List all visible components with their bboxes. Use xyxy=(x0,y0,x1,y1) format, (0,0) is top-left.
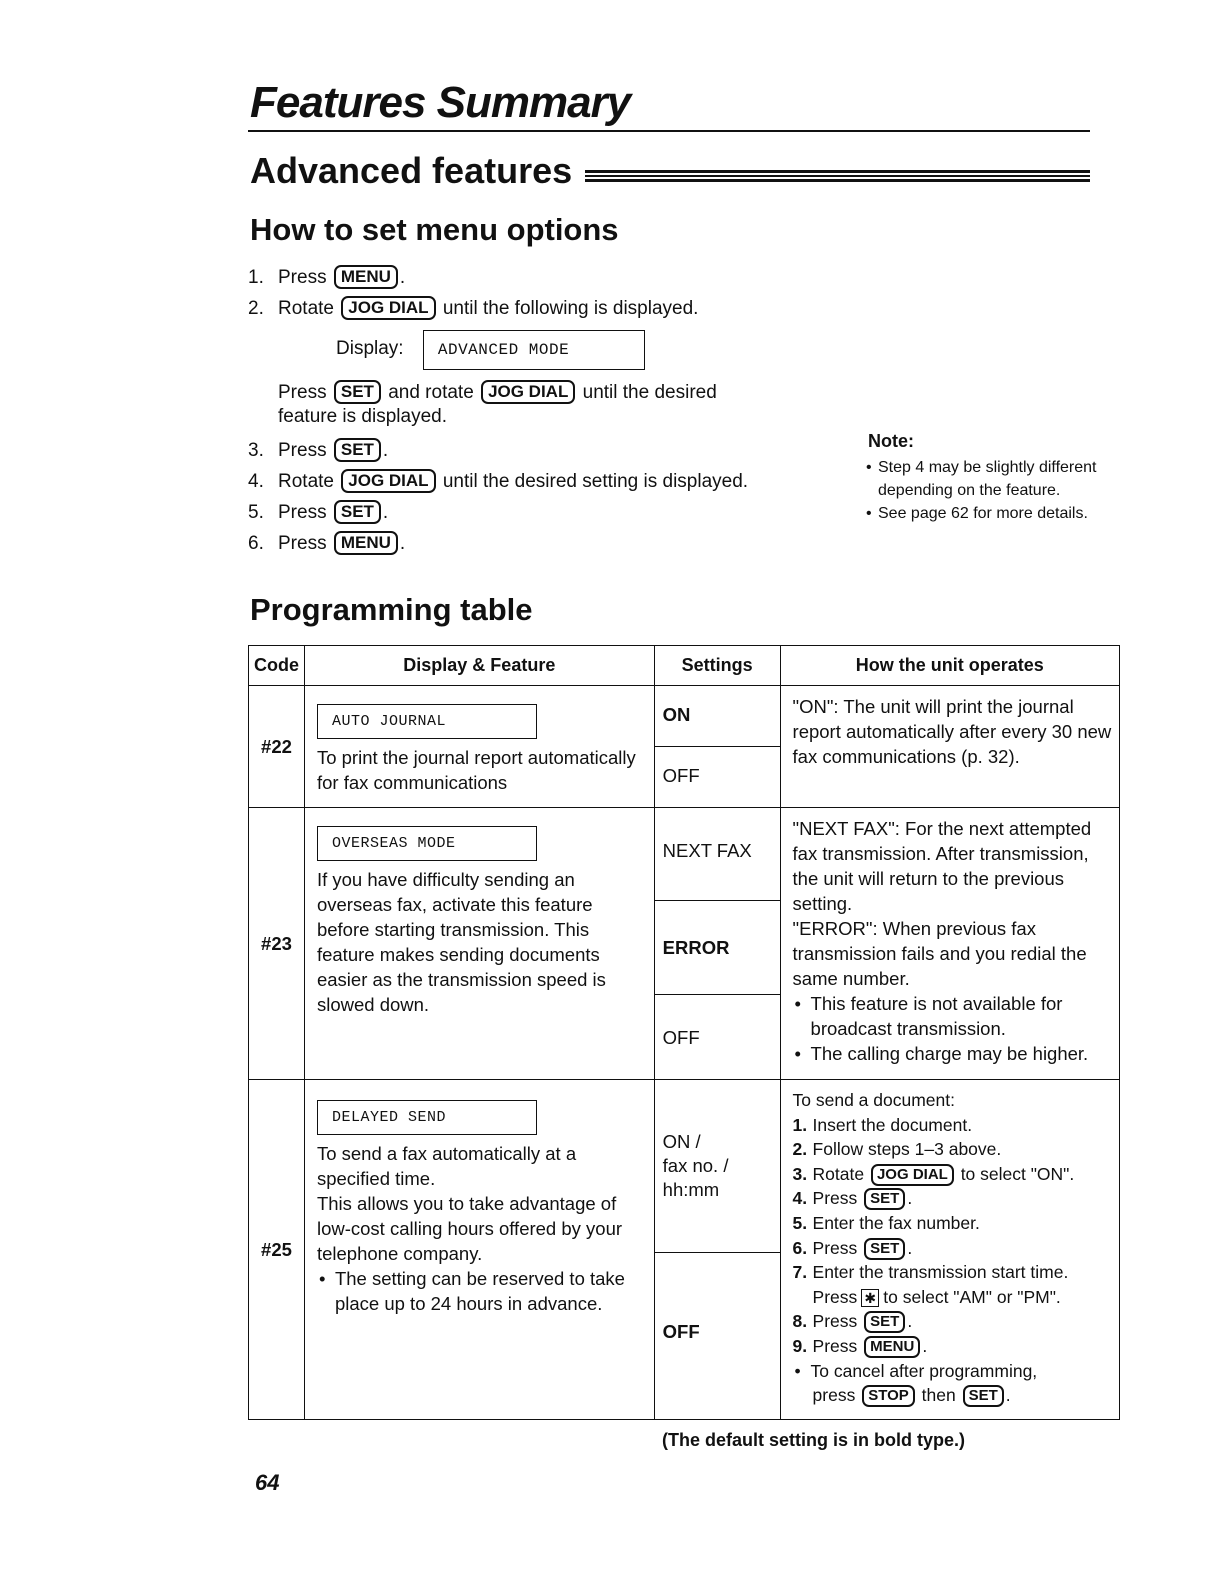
how-step: 9. Press MENU . xyxy=(792,1335,928,1356)
how-cell xyxy=(780,808,1119,1080)
setting-option: NEXT FAX xyxy=(662,840,752,861)
how-step: 4. Press SET . xyxy=(792,1188,913,1209)
how-cell xyxy=(780,686,1119,808)
how-step-text: Press xyxy=(812,1286,858,1307)
step-6 xyxy=(248,528,828,559)
step-text: feature is displayed. xyxy=(278,406,447,427)
setting-line: hh:mm xyxy=(662,1179,720,1200)
how-step: 6. Press SET . xyxy=(792,1237,913,1258)
how-bullet-continuation: press STOP then SET . xyxy=(812,1385,1011,1406)
settings-cell xyxy=(654,686,780,808)
how-bullet: • To cancel after programming, xyxy=(793,1359,1113,1384)
step-text: Press xyxy=(278,382,327,403)
feature-description: To print the journal report automatically for fax communications xyxy=(316,747,636,793)
jog-dial-key: JOG DIAL xyxy=(871,1164,954,1186)
step-number: 4. xyxy=(248,471,264,492)
setting-option: OFF xyxy=(655,1252,780,1418)
col-display-feature: Display & Feature xyxy=(304,646,654,686)
note-item: • Step 4 may be slightly different depending on the feature. xyxy=(868,456,1128,502)
note-title: Note: xyxy=(868,431,914,451)
feature-description: This allows you to take advantage of low-cost calling hours offered by your telephone company. xyxy=(316,1193,623,1264)
how-step-continuation xyxy=(793,1285,1113,1310)
feature-cell xyxy=(304,808,654,1080)
setting-option xyxy=(655,1080,780,1252)
step-text: until the desired setting is displayed. xyxy=(442,471,749,492)
set-key: SET xyxy=(864,1238,905,1260)
step-3 xyxy=(248,435,828,466)
code-cell: #25 xyxy=(249,1080,305,1420)
setting-option: OFF xyxy=(655,746,780,806)
lcd-display: OVERSEAS MODE xyxy=(317,826,537,861)
step-text: Press xyxy=(278,440,327,461)
how-text: "ERROR": When previous fax transmission fails and you redial the same number. xyxy=(792,918,1087,989)
how-text: "NEXT FAX": For the next attempted fax transmission. After transmission, the unit will return to the previous setting. xyxy=(792,818,1092,914)
feature-cell xyxy=(304,686,654,808)
how-bullet: • The calling charge may be higher. xyxy=(793,1041,1113,1066)
page-title: Features Summary xyxy=(250,78,631,127)
step-text: Press xyxy=(278,267,327,288)
step-1 xyxy=(248,262,828,293)
how-bullet: • This feature is not available for broadcast transmission. xyxy=(793,991,1113,1041)
step-2 xyxy=(248,293,828,324)
subsection-heading: How to set menu options xyxy=(250,212,619,247)
table-row xyxy=(249,808,1120,1080)
settings-cell xyxy=(654,808,780,1080)
programming-table xyxy=(248,645,1120,1420)
menu-key: MENU xyxy=(334,531,398,555)
how-step-text: to select "ON". xyxy=(960,1163,1075,1184)
how-step-text: Press xyxy=(812,1237,858,1258)
step-text: Rotate xyxy=(278,298,334,319)
set-key: SET xyxy=(334,438,381,462)
how-step-text: Press xyxy=(812,1335,858,1356)
step-5 xyxy=(248,497,828,528)
step-text: . xyxy=(382,502,389,523)
section-heading: Advanced features xyxy=(250,150,573,191)
stop-key: STOP xyxy=(862,1385,915,1407)
set-key: SET xyxy=(864,1188,905,1210)
feature-cell xyxy=(304,1080,654,1420)
note-item: • See page 62 for more details. xyxy=(868,502,1128,525)
section-rule xyxy=(585,170,1090,182)
feature-description: To send a fax automatically at a specified time. xyxy=(316,1143,577,1189)
step-text: Press xyxy=(278,533,327,554)
how-step-text: then xyxy=(921,1385,956,1406)
col-how: How the unit operates xyxy=(780,646,1119,686)
how-step: 2. Follow steps 1–3 above. xyxy=(792,1139,1002,1160)
how-text: "ON": The unit will print the journal report automatically after every 30 new fax communications (p. 32). xyxy=(792,696,1112,767)
menu-key: MENU xyxy=(334,265,398,289)
jog-dial-key: JOG DIAL xyxy=(481,380,575,404)
how-step-text: Insert the document. xyxy=(812,1114,973,1135)
how-step: 1. Insert the document. xyxy=(792,1114,973,1135)
step-number: 5. xyxy=(248,502,264,523)
table-row xyxy=(249,1080,1120,1420)
step-text: . xyxy=(382,440,389,461)
how-step-text: Enter the transmission start time. xyxy=(812,1262,1069,1283)
default-setting-footnote: (The default setting is in bold type.) xyxy=(662,1430,966,1450)
menu-key: MENU xyxy=(864,1336,920,1358)
menu-steps xyxy=(248,262,828,559)
step-2b xyxy=(248,380,828,429)
how-step-text: Follow steps 1–3 above. xyxy=(812,1139,1002,1160)
step-text: Press xyxy=(278,502,327,523)
set-key: SET xyxy=(963,1385,1004,1407)
table-header-row xyxy=(249,646,1120,686)
step-text: until the desired xyxy=(582,382,717,403)
lcd-display: ADVANCED MODE xyxy=(423,330,645,370)
how-step-text: Press xyxy=(812,1311,858,1332)
step-text: . xyxy=(399,533,406,554)
set-key: SET xyxy=(864,1311,905,1333)
step-text: and rotate xyxy=(388,382,474,403)
how-step: 7. Enter the transmission start time. xyxy=(792,1262,1069,1283)
step-text: Rotate xyxy=(278,471,334,492)
how-step-text: press xyxy=(812,1385,856,1406)
how-text: To send a document: xyxy=(792,1090,955,1110)
step-text: until the following is displayed. xyxy=(442,298,699,319)
step-text: . xyxy=(399,267,406,288)
how-step-text: Rotate xyxy=(812,1163,865,1184)
feature-description: If you have difficulty sending an overseas fax, activate this feature before starting transmission. This feature makes sending documents easier as the transmission speed is slowed down. xyxy=(316,869,606,1015)
code-cell: #22 xyxy=(249,686,305,808)
set-key: SET xyxy=(334,500,381,524)
display-label: Display: xyxy=(336,338,404,359)
setting-option: ON xyxy=(662,704,691,725)
how-step: 8. Press SET . xyxy=(792,1311,913,1332)
note-box xyxy=(868,430,1128,525)
step-number: 6. xyxy=(248,533,264,554)
how-step: 5. Enter the fax number. xyxy=(792,1212,980,1233)
lcd-display: DELAYED SEND xyxy=(317,1100,537,1135)
how-step-text: Press xyxy=(812,1188,858,1209)
step-number: 2. xyxy=(248,298,264,319)
how-step-text: Enter the fax number. xyxy=(812,1212,980,1233)
jog-dial-key: JOG DIAL xyxy=(341,296,435,320)
step-4 xyxy=(248,466,828,497)
settings-cell xyxy=(654,1080,780,1420)
how-step-text: to select "AM" or "PM". xyxy=(883,1286,1061,1307)
table-row xyxy=(249,686,1120,808)
setting-option: ERROR xyxy=(655,900,780,994)
star-key-icon: ✱ xyxy=(861,1289,879,1307)
step-number: 3. xyxy=(248,440,264,461)
programming-table-heading: Programming table xyxy=(250,592,533,627)
set-key: SET xyxy=(334,380,381,404)
page-number: 64 xyxy=(255,1470,280,1495)
display-example xyxy=(248,330,828,370)
setting-line: fax no. / xyxy=(662,1155,729,1176)
setting-line: ON / xyxy=(662,1131,701,1152)
jog-dial-key: JOG DIAL xyxy=(341,469,435,493)
how-step: 3. Rotate JOG DIAL to select "ON". xyxy=(792,1163,1075,1184)
code-cell: #23 xyxy=(249,808,305,1080)
how-cell xyxy=(780,1080,1119,1420)
setting-option: OFF xyxy=(655,994,780,1078)
step-number: 1. xyxy=(248,267,264,288)
title-rule xyxy=(248,130,1090,132)
col-settings: Settings xyxy=(654,646,780,686)
lcd-display: AUTO JOURNAL xyxy=(317,704,537,739)
col-code: Code xyxy=(249,646,305,686)
feature-bullet: • The setting can be reserved to take place up to 24 hours in advance. xyxy=(317,1266,644,1316)
